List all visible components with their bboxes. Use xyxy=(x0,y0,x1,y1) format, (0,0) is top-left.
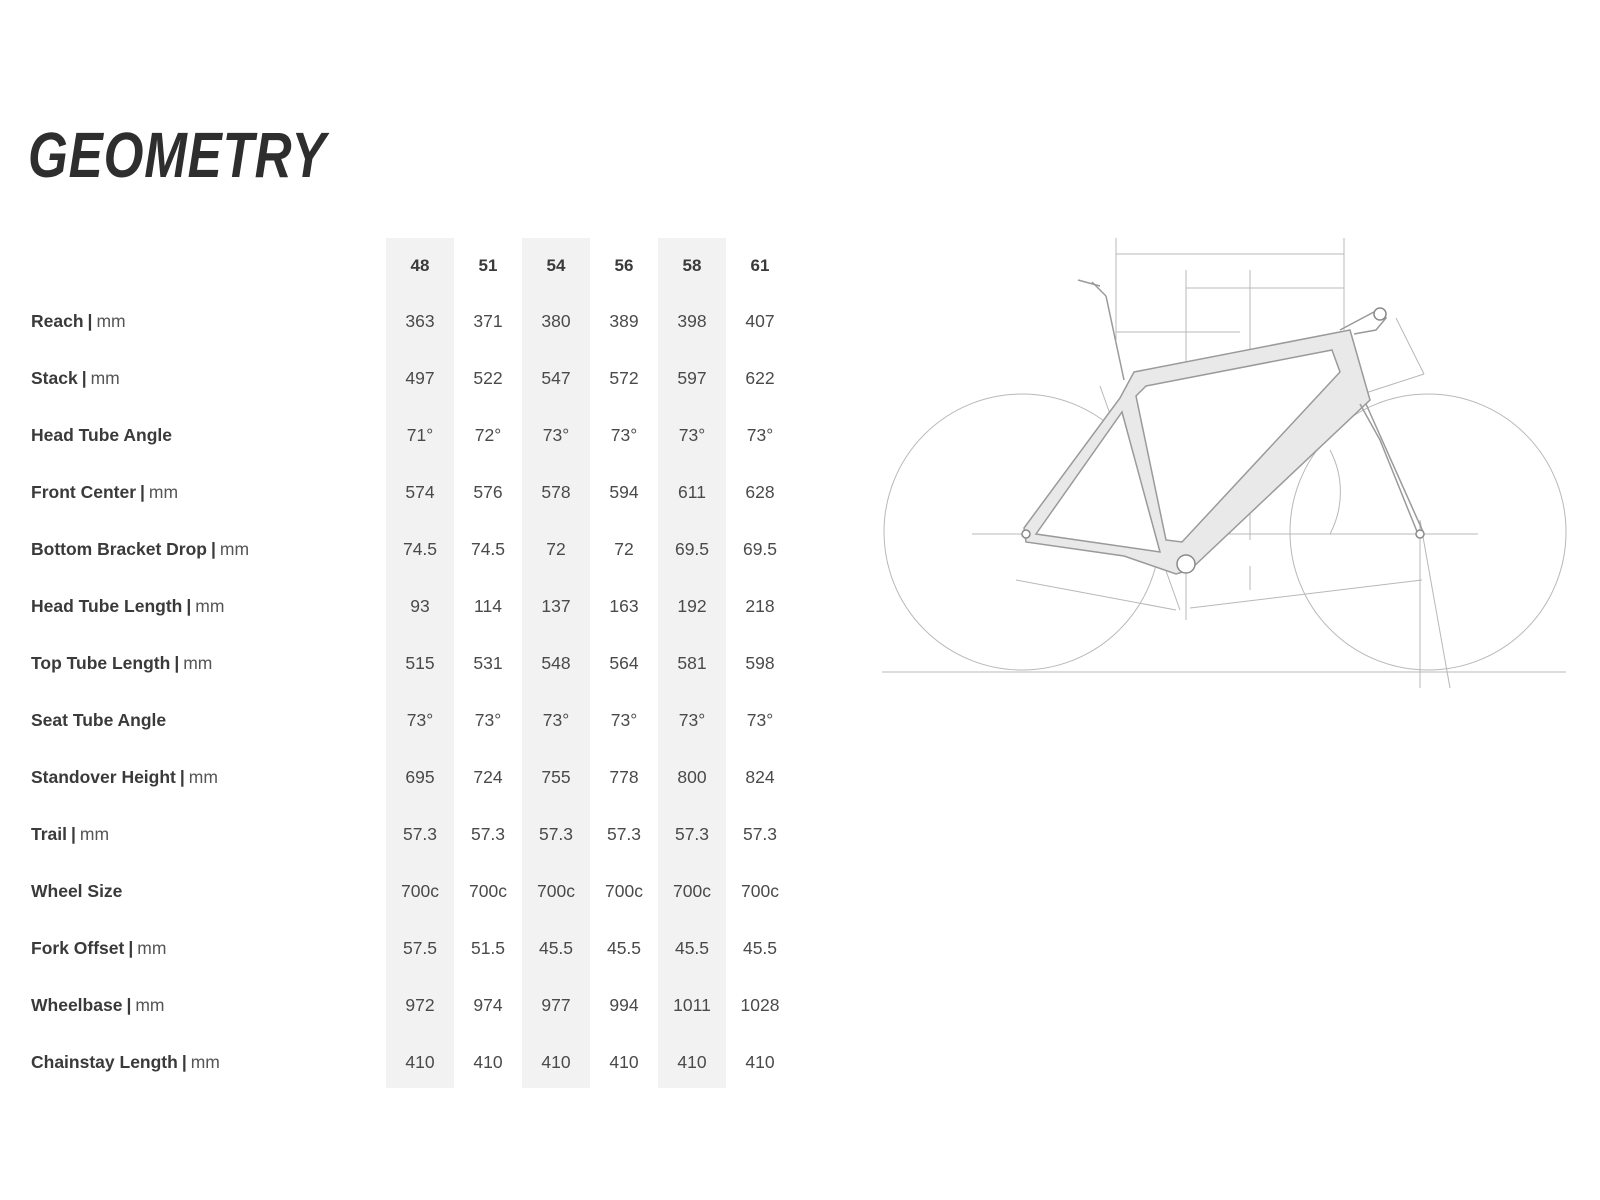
table-cell: 69.5 xyxy=(742,539,778,559)
table-cell: 73° xyxy=(746,425,774,445)
table-cell: 73° xyxy=(610,425,638,445)
table-cell: 578 xyxy=(541,482,571,502)
row-label xyxy=(31,595,224,617)
row-label xyxy=(31,367,120,389)
table-cell: 73° xyxy=(406,710,434,730)
table-cell: 389 xyxy=(609,311,639,331)
table-cell: 73° xyxy=(678,425,706,445)
table-cell: 724 xyxy=(473,767,503,787)
row-unit: mm xyxy=(219,539,250,559)
table-cell: 69.5 xyxy=(674,539,710,559)
row-name: Trail xyxy=(31,824,67,844)
size-header-2: 54 xyxy=(546,256,566,275)
table-cell: 972 xyxy=(405,995,435,1015)
table-cell: 398 xyxy=(677,311,707,331)
table-cell: 410 xyxy=(745,1052,775,1072)
table-cell: 73° xyxy=(746,710,774,730)
table-cell: 1011 xyxy=(673,995,711,1015)
row-unit: mm xyxy=(183,653,213,673)
table-cell: 597 xyxy=(677,368,707,388)
table-cell: 531 xyxy=(473,653,503,673)
table-cell: 57.3 xyxy=(402,824,438,844)
table-cell: 778 xyxy=(609,767,639,787)
unit-separator: | xyxy=(81,368,87,388)
table-cell: 137 xyxy=(541,596,571,616)
row-label xyxy=(31,424,172,446)
table-cell: 57.3 xyxy=(606,824,642,844)
row-unit: mm xyxy=(90,368,120,388)
unit-separator: | xyxy=(126,995,132,1015)
table-cell: 57.3 xyxy=(538,824,574,844)
table-cell: 51.5 xyxy=(470,938,506,958)
row-unit: mm xyxy=(190,1052,220,1072)
unit-separator: | xyxy=(140,482,145,502)
row-label xyxy=(31,994,165,1016)
table-cell: 628 xyxy=(745,482,775,502)
row-unit: mm xyxy=(135,995,165,1015)
table-cell: 72 xyxy=(614,539,634,559)
table-cell: 57.3 xyxy=(742,824,778,844)
bottom-bracket xyxy=(1177,555,1195,573)
row-name: Reach xyxy=(31,311,84,331)
row-name: Top Tube Length xyxy=(31,653,171,673)
row-label xyxy=(31,709,166,731)
table-cell: 73° xyxy=(474,710,502,730)
table-cell: 410 xyxy=(609,1052,639,1072)
table-cell: 218 xyxy=(745,596,775,616)
row-name: Head Tube Angle xyxy=(31,425,172,445)
size-header-1: 51 xyxy=(478,256,498,275)
unit-separator: | xyxy=(174,653,180,673)
size-header-0: 48 xyxy=(410,256,430,275)
table-cell: 74.5 xyxy=(470,539,506,559)
table-cell: 547 xyxy=(541,368,571,388)
table-cell: 407 xyxy=(745,311,775,331)
row-name: Wheel Size xyxy=(31,881,123,901)
table-cell: 192 xyxy=(677,596,707,616)
table-cell: 700c xyxy=(537,881,575,901)
table-cell: 515 xyxy=(405,653,435,673)
table-cell: 163 xyxy=(609,596,639,616)
table-cell: 73° xyxy=(678,710,706,730)
row-unit: mm xyxy=(195,596,225,616)
table-cell: 755 xyxy=(541,767,571,787)
table-cell: 380 xyxy=(541,311,571,331)
table-cell: 622 xyxy=(745,368,775,388)
table-cell: 74.5 xyxy=(402,539,438,559)
table-cell: 1028 xyxy=(740,995,780,1015)
row-unit: mm xyxy=(188,767,218,787)
row-name: Head Tube Length xyxy=(31,596,183,616)
table-cell: 598 xyxy=(745,653,775,673)
table-cell: 594 xyxy=(609,482,639,502)
table-cell: 572 xyxy=(609,368,639,388)
table-cell: 700c xyxy=(605,881,643,901)
row-name: Front Center xyxy=(31,482,136,502)
table-cell: 72 xyxy=(546,539,566,559)
fork xyxy=(1360,404,1418,534)
table-cell: 700c xyxy=(469,881,507,901)
table-cell: 73° xyxy=(542,710,570,730)
row-label xyxy=(31,937,166,959)
row-name: Seat Tube Angle xyxy=(31,710,167,730)
table-cell: 977 xyxy=(541,995,571,1015)
row-name: Chainstay Length xyxy=(31,1052,178,1072)
row-label xyxy=(31,823,109,845)
row-unit: mm xyxy=(137,938,167,958)
row-label xyxy=(31,310,126,332)
unit-separator: | xyxy=(211,539,216,559)
table-cell: 410 xyxy=(473,1052,503,1072)
table-cell: 73° xyxy=(542,425,570,445)
table-cell: 45.5 xyxy=(674,938,710,958)
row-label xyxy=(31,481,178,503)
table-cell: 994 xyxy=(609,995,639,1015)
size-header-5: 61 xyxy=(750,256,770,275)
row-unit: mm xyxy=(96,311,126,331)
table-cell: 93 xyxy=(410,596,430,616)
table-cell: 576 xyxy=(473,482,503,502)
bike-geometry-diagram xyxy=(880,230,1580,690)
row-unit: mm xyxy=(79,824,110,844)
table-cell: 824 xyxy=(745,767,775,787)
unit-separator: | xyxy=(87,311,93,331)
table-cell: 497 xyxy=(405,368,435,388)
seatpost xyxy=(1106,296,1124,380)
table-cell: 410 xyxy=(677,1052,707,1072)
table-cell: 974 xyxy=(473,995,503,1015)
table-cell: 700c xyxy=(401,881,439,901)
row-label xyxy=(31,880,122,902)
table-cell: 800 xyxy=(677,767,707,787)
row-name: Fork Offset xyxy=(31,938,125,958)
table-cell: 700c xyxy=(741,881,779,901)
table-cell: 45.5 xyxy=(606,938,642,958)
table-cell: 574 xyxy=(405,482,435,502)
table-cell: 522 xyxy=(473,368,503,388)
row-label xyxy=(31,766,218,788)
table-cell: 45.5 xyxy=(538,938,574,958)
table-cell: 57.3 xyxy=(470,824,506,844)
table-cell: 700c xyxy=(673,881,711,901)
rear-axle xyxy=(1022,530,1030,538)
row-name: Bottom Bracket Drop xyxy=(31,539,207,559)
table-cell: 57.3 xyxy=(674,824,710,844)
row-name: Stack xyxy=(31,368,78,388)
unit-separator: | xyxy=(186,596,192,616)
table-cell: 695 xyxy=(405,767,435,787)
unit-separator: | xyxy=(179,767,185,787)
unit-separator: | xyxy=(71,824,76,844)
table-cell: 564 xyxy=(609,653,639,673)
table-cell: 410 xyxy=(405,1052,435,1072)
table-cell: 57.5 xyxy=(402,938,438,958)
table-cell: 114 xyxy=(474,596,502,616)
table-cell: 363 xyxy=(405,311,435,331)
size-header-3: 56 xyxy=(614,256,634,275)
table-cell: 548 xyxy=(541,653,571,673)
table-cell: 45.5 xyxy=(742,938,778,958)
row-label xyxy=(31,538,249,560)
table-cell: 72° xyxy=(474,425,502,445)
unit-separator: | xyxy=(128,938,134,958)
table-cell: 611 xyxy=(678,482,706,502)
front-axle xyxy=(1416,530,1424,538)
row-name: Standover Height xyxy=(31,767,176,787)
table-cell: 73° xyxy=(610,710,638,730)
row-name: Wheelbase xyxy=(31,995,123,1015)
table-cell: 581 xyxy=(677,653,707,673)
row-label xyxy=(31,1051,220,1073)
row-label xyxy=(31,652,212,674)
table-cell: 371 xyxy=(473,311,503,331)
table-cell: 410 xyxy=(541,1052,571,1072)
row-unit: mm xyxy=(148,482,179,502)
table-cell: 71° xyxy=(406,425,434,445)
size-header-4: 58 xyxy=(682,256,702,275)
page-title: GEOMETRY xyxy=(28,119,327,191)
unit-separator: | xyxy=(181,1052,187,1072)
